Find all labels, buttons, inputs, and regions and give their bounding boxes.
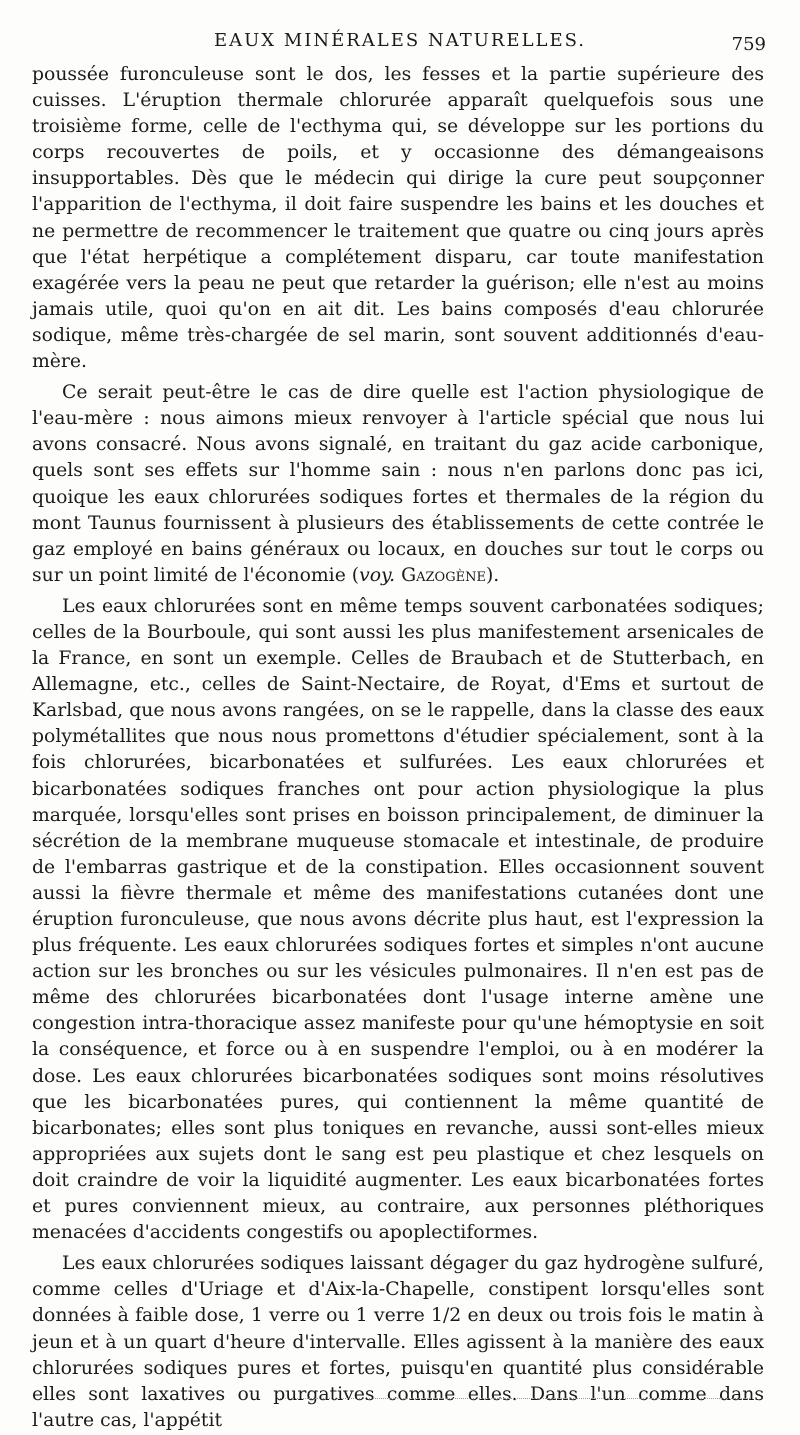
cross-reference-term: Gazogène xyxy=(401,564,486,586)
paragraph-3: Les eaux chlorurées sont en même temps souvent carbonatées sodiques; celles de la Bourboule, qui sont aussi les plus manifestement arsenicales de la France, en sont un exemple. Celles de Braubach et de Stutterbach, en Allemagne, etc., celles de Saint-Nectaire, de Royat, d'Ems et surtout de Karlsbad, que nous avons rangées, on se le rappelle, dans la classe des eaux polymétallites que nous nous promettons d'étudier spécialement, sont à la fois chlorurées, bicarbonatées et sulfurées. Les eaux chlorurées et bicarbonatées sodiques franches ont pour action physiologique la plus marquée, lorsqu'elles sont prises en boisson principalement, de diminuer la sécrétion de la membrane muqueuse stomacale et intestinale, de produire de l'embarras gastrique et de la constipation. Elles occasionnent souvent aussi la fièvre thermale et même des manifestations cutanées dont une éruption furonculeuse, que nous avons décrite plus haut, est l'expression la plus fréquente. Les eaux chlorurées sodiques fortes et simples n'ont aucune action sur les bronches ou sur les vésicules pulmonaires. Il n'en est pas de même des chlorurées bicarbonatées dont l'usage interne amène une congestion intra-thoracique assez manifeste pour qu'une hémoptysie en soit la conséquence, et force ou à en suspendre l'emploi, ou à en modérer la dose. Les eaux chlorurées bicarbonatées sodiques sont moins résolutives que les bicarbonatées pures, qui contiennent la même quantité de bicarbonates; elles sont plus toniques en revanche, aussi sont-elles mieux appropriées aux sujets dont le sang est peu plastique et chez lesquels on doit craindre de voir la liquidité augmenter. Les eaux bicarbonatées fortes et pures conviennent mieux, au contraire, aux personnes pléthoriques menacées d'accidents congestifs ou apoplectiformes. xyxy=(32,595,764,1244)
paragraph-2-text: Ce serait peut-être le cas de dire quelle est l'action physiologique de l'eau-mère : nous aimons mieux renvoyer à l'article spécial que nous lui avons consacré. Nous avons signalé, en traitant du gaz acide carbonique, quels sont ses effets sur l'homme sain : nous n'en parlons donc pas ici, quoique les eaux chlorurées sodiques fortes et thermales de la région du mont Taunus fournissent à plusieurs des établissements de cette contrée le gaz employé en bains généraux ou locaux, en douches sur tout le corps ou sur un point limité de l'économie xyxy=(32,382,764,586)
page-header xyxy=(0,28,800,58)
cross-reference-abbr: voy. xyxy=(359,564,396,586)
cross-reference-close: ). xyxy=(485,564,500,586)
body-text xyxy=(32,62,764,1434)
cross-reference xyxy=(352,565,499,586)
cross-reference-open: ( xyxy=(351,564,360,586)
paragraph-4: Les eaux chlorurées sodiques laissant dégager du gaz hydrogène sulfuré, comme celles d'Uriage et d'Aix-la-Chapelle, constipent lorsqu'elles sont données à faible dose, 1 verre ou 1 verre 1/2 en deux ou trois fois le matin à jeun et à un quart d'heure d'intervalle. Elles agissent à la manière des eaux chlorurées sodiques pures et fortes, puisqu'en quantité plus considérable elles sont laxatives ou purgatives comme elles. Dans l'un comme dans l'autre cas, l'appétit xyxy=(32,1253,764,1431)
page-number: 759 xyxy=(731,34,766,55)
paragraph-2 xyxy=(32,380,764,589)
footer-rule xyxy=(280,1398,750,1399)
paragraph-1: poussée furonculeuse sont le dos, les fesses et la partie supérieure des cuisses. L'éruption thermale chlorurée apparaît quelquefois sous une troisième forme, celle de l'ecthyma qui, se développe sur les portions du corps recouvertes de poils, et y occasionne des démangeaisons insupportables. Dès que le médecin qui dirige la cure peut soupçonner l'apparition de l'ecthyma, il doit faire suspendre les bains et les douches et ne permettre de recommencer le traitement que quatre ou cinq jours après que l'état herpétique a complétement disparu, car toute manifestation exagérée vers la peau ne peut que retarder la guérison; elle n'est au moins jamais utile, quoi qu'on en ait dit. Les bains composés d'eau chlorurée sodique, même très-chargée de sel marin, sont souvent additionnés d'eau-mère. xyxy=(32,64,764,373)
running-title: EAUX MINÉRALES NATURELLES. xyxy=(213,30,587,51)
